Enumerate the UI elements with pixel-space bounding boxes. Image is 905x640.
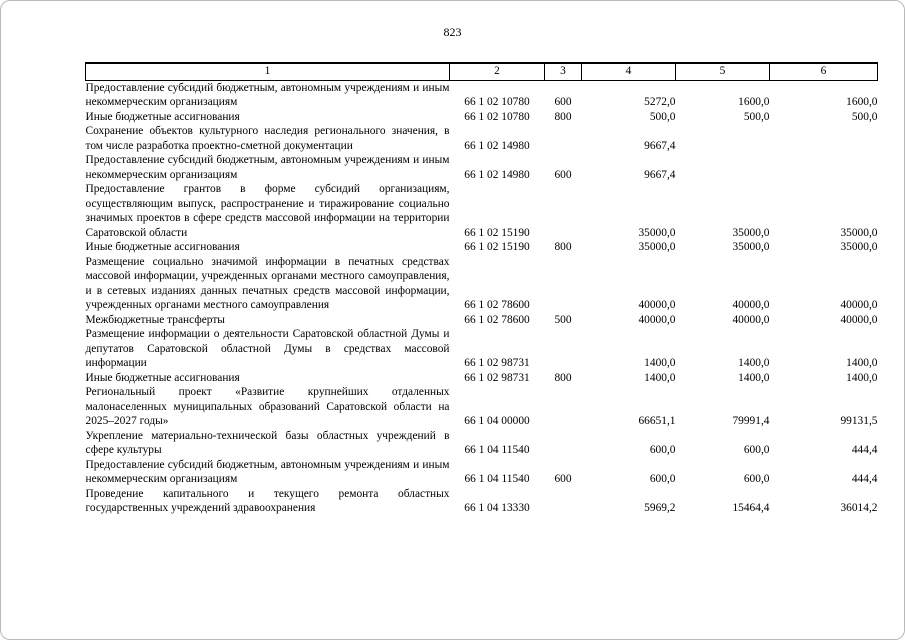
expense-type-code: [545, 385, 582, 429]
column-header-3: 3: [545, 63, 582, 80]
amount-col-4: 600,0: [649, 444, 676, 456]
row-title: Размещение социально значимой информации в печатных средствах массовой информации, учрежденных органами местного самоуправления, и в сетевых изданиях данных печатных средств массовой информации, учрежденных органами местного самоуправления: [85, 255, 450, 311]
amount-col-4: 500,0: [649, 110, 676, 123]
classification-code: 66 1 02 15190: [464, 241, 530, 253]
amount-col-6: 40000,0: [840, 299, 878, 311]
amount-col-5: [676, 124, 770, 153]
page-number: 823: [443, 25, 462, 39]
expense-type-code: 800: [554, 241, 572, 253]
amount-col-6: 500,0: [851, 110, 878, 123]
classification-code: 66 1 02 10780: [464, 110, 530, 123]
amount-col-4: 600,0: [649, 473, 676, 485]
amount-col-5: 1400,0: [738, 357, 770, 369]
amount-col-5: 79991,4: [732, 415, 770, 427]
amount-col-5: 40000,0: [732, 299, 770, 311]
amount-col-6: 1400,0: [846, 357, 878, 369]
table-header: [86, 63, 878, 80]
expense-type-code: [545, 327, 582, 371]
classification-code: 66 1 02 15190: [464, 226, 530, 239]
table-row: [86, 429, 878, 458]
classification-code: 66 1 04 13330: [464, 502, 530, 514]
expense-type-code: 600: [554, 168, 572, 181]
table-row: [86, 327, 878, 371]
amount-col-6: 1400,0: [846, 371, 878, 384]
classification-code: 66 1 04 00000: [464, 415, 530, 427]
column-header-5: 5: [676, 63, 770, 80]
classification-code: 66 1 02 98731: [464, 371, 530, 384]
column-header-2: 2: [450, 63, 545, 80]
table-row: [86, 487, 878, 516]
expense-type-code: 600: [554, 473, 572, 485]
amount-col-4: 9667,4: [644, 139, 676, 152]
amount-col-5: 1600,0: [738, 96, 770, 108]
amount-col-4: 35000,0: [638, 226, 676, 239]
row-title: Предоставление субсидий бюджетным, автономным учреждениям и иным некоммерческим организациям: [85, 458, 450, 485]
row-title: Предоставление субсидий бюджетным, автономным учреждениям и иным некоммерческим организациям: [85, 81, 450, 108]
table-row: [86, 313, 878, 328]
budget-table-container: [85, 62, 877, 516]
amount-col-5: 600,0: [743, 473, 770, 485]
amount-col-4: 35000,0: [638, 241, 676, 253]
table-row: [86, 110, 878, 125]
amount-col-4: 5969,2: [644, 502, 676, 514]
amount-col-5: [676, 153, 770, 182]
amount-col-4: 66651,1: [638, 415, 676, 427]
classification-code: 66 1 02 10780: [464, 96, 530, 108]
table-row: [86, 182, 878, 240]
table-row: [86, 124, 878, 153]
table-header-row: [86, 63, 878, 80]
column-header-4: 4: [582, 63, 676, 80]
amount-col-4: 40000,0: [638, 299, 676, 311]
table-row: [86, 240, 878, 255]
classification-code: 66 1 02 78600: [464, 299, 530, 311]
classification-code: 66 1 04 11540: [464, 444, 530, 456]
amount-col-6: 444,4: [851, 444, 878, 456]
table-row: [86, 255, 878, 313]
table-body: [86, 80, 878, 516]
amount-col-4: 1400,0: [644, 357, 676, 369]
table-row: [86, 153, 878, 182]
row-title: Иные бюджетные ассигнования: [85, 241, 240, 253]
amount-col-6: 444,4: [851, 473, 878, 485]
column-header-1: 1: [86, 63, 450, 80]
column-header-6: 6: [770, 63, 878, 80]
table-row: [86, 385, 878, 429]
amount-col-5: 1400,0: [738, 371, 770, 384]
amount-col-5: 40000,0: [732, 313, 770, 326]
amount-col-5: 15464,4: [732, 502, 770, 514]
expense-type-code: [545, 429, 582, 458]
amount-col-6: [770, 124, 878, 153]
amount-col-5: 35000,0: [732, 241, 770, 253]
row-title: Предоставление субсидий бюджетным, автономным учреждениям и иным некоммерческим организациям: [85, 154, 450, 181]
classification-code: 66 1 02 14980: [464, 168, 530, 181]
row-title: Региональный проект «Развитие крупнейших отдаленных малонаселенных муниципальных образований Саратовской области на 2025–2027 годы»: [85, 386, 450, 427]
row-title: Укрепление материально-технической базы областных учреждений в сфере культуры: [85, 429, 450, 456]
row-title: Сохранение объектов культурного наследия регионального значения, в том числе разработка проектно-сметной документации: [85, 125, 450, 152]
expense-type-code: [545, 182, 582, 240]
row-title: Проведение капитального и текущего ремонта областных государственных учреждений здравоохранения: [85, 487, 450, 514]
amount-col-6: 40000,0: [840, 313, 878, 326]
amount-col-4: 1400,0: [644, 371, 676, 384]
row-title: Размещение информации о деятельности Саратовской областной Думы и депутатов Саратовской областной Думы в средствах массовой информации: [85, 328, 450, 369]
table-row: [86, 80, 878, 110]
expense-type-code: 500: [554, 313, 572, 326]
amount-col-5: 500,0: [743, 110, 770, 123]
table-row: [86, 458, 878, 487]
amount-col-6: 1600,0: [846, 96, 878, 108]
expense-type-code: [545, 255, 582, 313]
row-title: Иные бюджетные ассигнования: [85, 110, 240, 123]
amount-col-5: 35000,0: [732, 226, 770, 239]
row-title: Межбюджетные трансферты: [85, 313, 225, 326]
amount-col-4: 40000,0: [638, 313, 676, 326]
classification-code: 66 1 04 11540: [464, 473, 530, 485]
expense-type-code: 600: [554, 96, 572, 108]
expense-type-code: [545, 124, 582, 153]
expense-type-code: 800: [554, 110, 572, 123]
classification-code: 66 1 02 14980: [464, 139, 530, 152]
budget-table: [85, 62, 878, 516]
row-title: Предоставление грантов в форме субсидий организациям, осуществляющим выпуск, распространение и тиражирование социально значимых проектов в сфере средств массовой информации на территории Саратовской области: [85, 183, 450, 239]
table-row: [86, 371, 878, 386]
amount-col-4: 5272,0: [644, 96, 676, 108]
classification-code: 66 1 02 78600: [464, 313, 530, 326]
amount-col-6: [770, 153, 878, 182]
amount-col-6: 99131,5: [840, 415, 878, 427]
amount-col-4: 9667,4: [644, 168, 676, 181]
amount-col-6: 35000,0: [840, 226, 878, 239]
expense-type-code: [545, 487, 582, 516]
amount-col-5: 600,0: [743, 444, 770, 456]
expense-type-code: 800: [554, 371, 572, 384]
amount-col-6: 36014,2: [840, 502, 878, 514]
classification-code: 66 1 02 98731: [464, 357, 530, 369]
row-title: Иные бюджетные ассигнования: [85, 371, 240, 384]
amount-col-6: 35000,0: [840, 241, 878, 253]
